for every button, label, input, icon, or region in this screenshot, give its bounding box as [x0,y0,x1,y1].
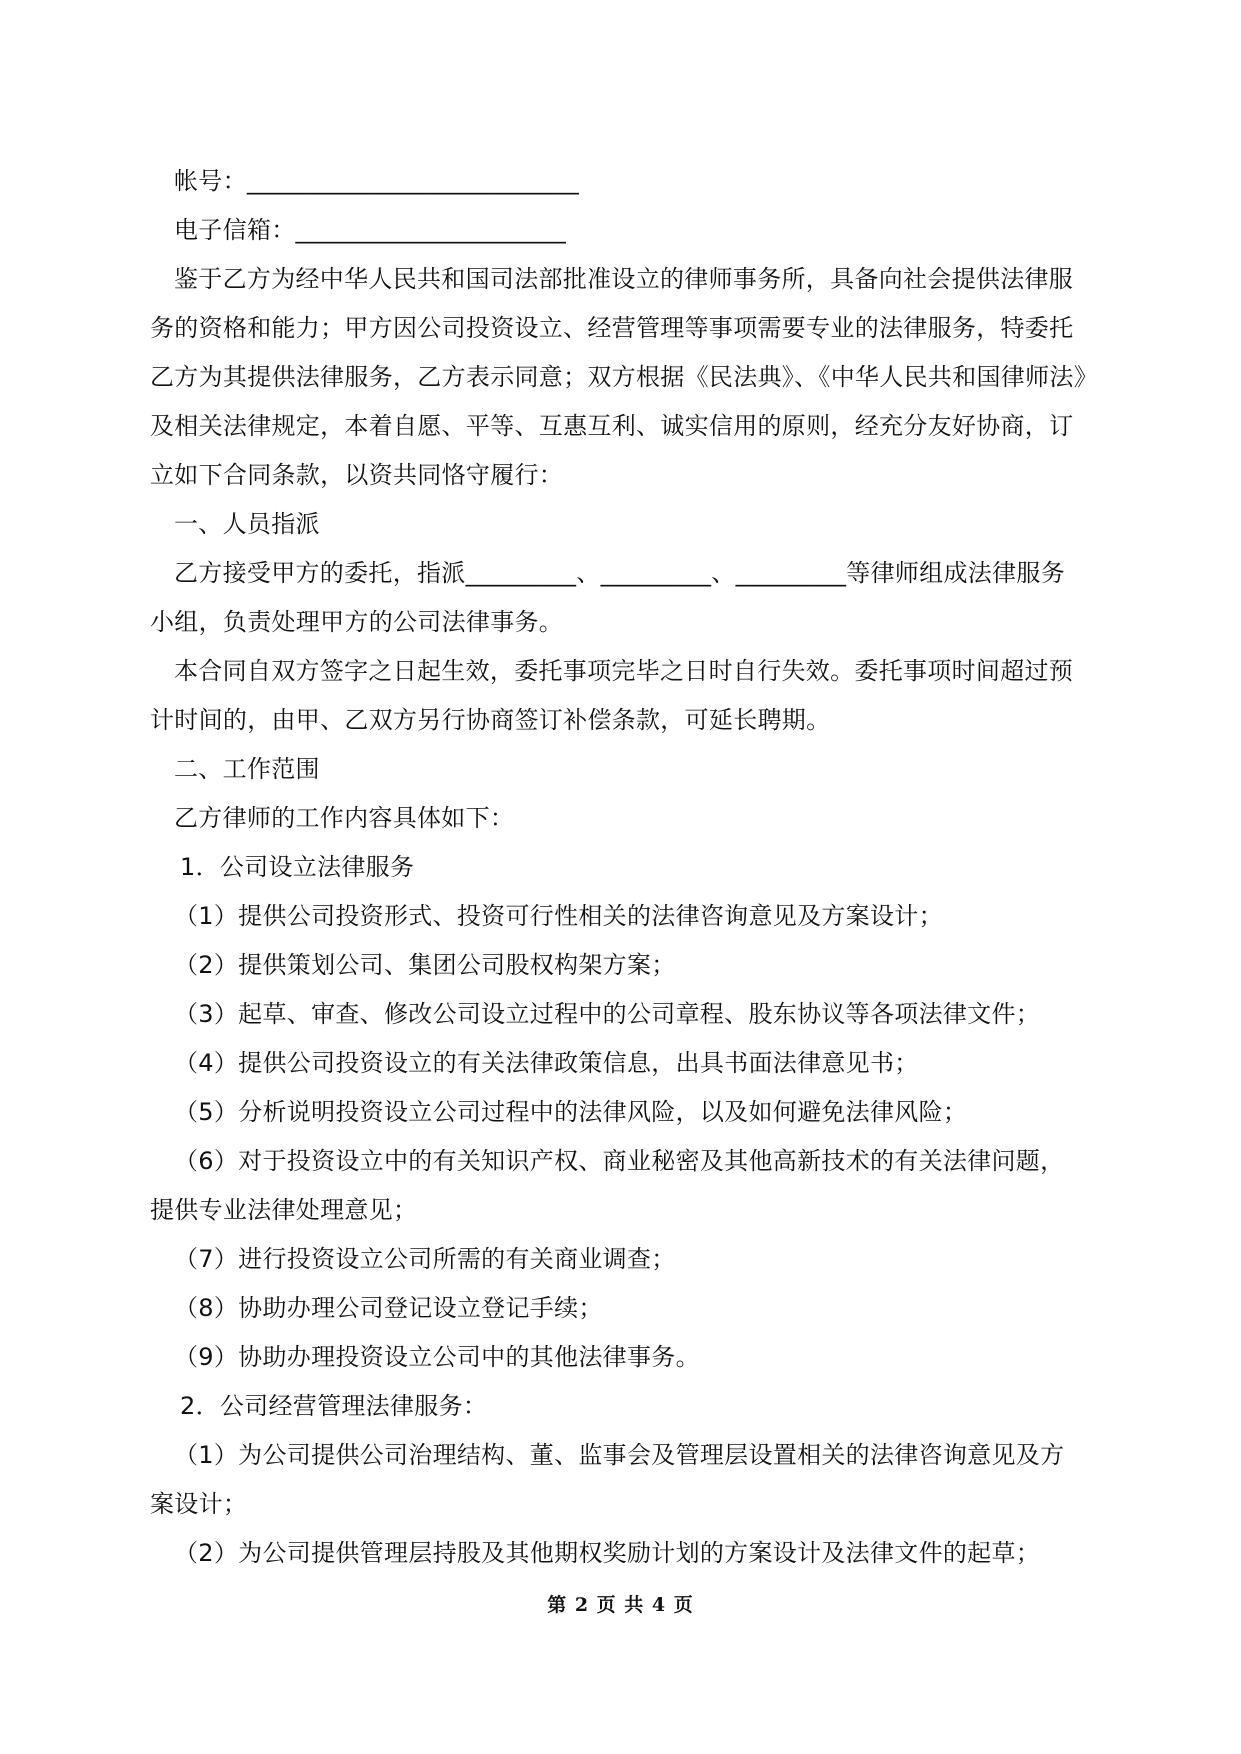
document-body [150,157,1098,1578]
text-line: 一、人员指派 [174,510,320,538]
text-line: 本合同自双方签字之日起生效，委托事项完毕之日时自行失效。委托事项时间超过预 [174,657,1074,685]
text-line: （2）提供策划公司、集团公司股权构架方案； [174,951,676,979]
text-line: （7）进行投资设立公司所需的有关商业调查； [174,1245,676,1273]
text-line: （8）协助办理公司登记设立登记手续； [174,1294,603,1322]
text-line: 1．公司设立法律服务 [180,853,415,881]
text-line: （3）起草、审查、修改公司设立过程中的公司章程、股东协议等各项法律文件； [174,1000,1041,1028]
text-line: 及相关法律规定，本着自愿、平等、互惠互利、诚实信用的原则，经充分友好协商，订 [150,412,1074,440]
text-line: 2．公司经营管理法律服务： [180,1392,488,1420]
text-line: 小组，负责处理甲方的公司法律事务。 [150,608,564,636]
text-line: （4）提供公司投资设立的有关法律政策信息，出具书面法律意见书； [174,1049,919,1077]
text-line: （9）协助办理投资设立公司中的其他法律事务。 [174,1343,700,1371]
text-line: （1）提供公司投资形式、投资可行性相关的法律咨询意见及方案设计； [174,902,943,930]
page-number-footer: 第 2 页 共 4 页 [547,1594,694,1616]
text-line: 乙方为其提供法律服务，乙方表示同意；双方根据《民法典》、《中华人民共和国律师法》 [150,363,1098,391]
text-line: 帐号：___________________________ [174,167,579,195]
text-line: 提供专业法律处理意见； [150,1196,418,1224]
text-line: 计时间的，由甲、乙双方另行协商签订补偿条款，可延长聘期。 [150,706,831,734]
text-line: （5）分析说明投资设立公司过程中的法律风险，以及如何避免法律风险； [174,1098,968,1126]
text-line: 乙方律师的工作内容具体如下： [174,804,515,832]
text-line: 务的资格和能力；甲方因公司投资设立、经营管理等事项需要专业的法律服务，特委托 [150,314,1074,342]
text-line: 乙方接受甲方的委托，指派_________、_________、_________等律师组成法律服务 [174,559,1065,587]
text-line: （2）为公司提供管理层持股及其他期权奖励计划的方案设计及法律文件的起草； [174,1539,1041,1567]
text-line: （1）为公司提供公司治理结构、董、监事会及管理层设置相关的法律咨询意见及方 [174,1441,1065,1469]
text-line: 案设计； [150,1490,248,1518]
text-line: 电子信箱：______________________ [174,216,567,244]
text-line: 鉴于乙方为经中华人民共和国司法部批准设立的律师事务所，具备向社会提供法律服 [174,265,1074,293]
text-line: 立如下合同条款，以资共同恪守履行： [150,461,564,489]
text-line: 二、工作范围 [174,755,320,783]
text-line: （6）对于投资设立中的有关知识产权、商业秘密及其他高新技术的有关法律问题， [174,1147,1065,1175]
